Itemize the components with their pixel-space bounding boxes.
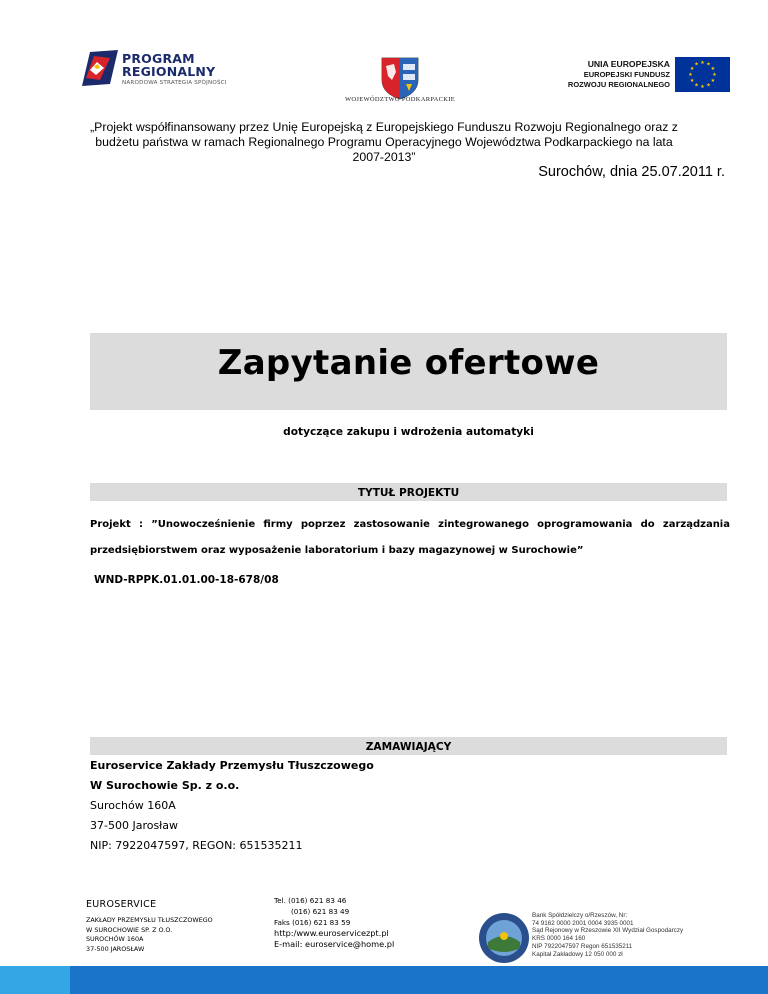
footer-company-name: EUROSERVICE: [86, 899, 157, 910]
footer-color-accent: [0, 966, 70, 994]
footer-tel: Tel. (016) 621 83 46: [274, 896, 347, 905]
svg-text:★: ★: [700, 84, 705, 90]
svg-text:★: ★: [710, 78, 716, 84]
footer-email-link[interactable]: E-mail: euroservice@home.pl: [274, 939, 395, 949]
svg-text:★: ★: [706, 61, 711, 68]
eu-label: [540, 58, 670, 89]
footer-fax: Faks (016) 621 83 59: [274, 918, 351, 927]
client-details: [90, 756, 374, 856]
svg-text:★: ★: [688, 72, 693, 78]
footer-address-line: W SUROCHOWIE SP. Z O.O.: [86, 925, 173, 934]
program-logo-line1: PROGRAM: [122, 51, 195, 66]
client-address1: Surochów 160A: [90, 799, 176, 812]
footer-address-line: 37-500 JAROSŁAW: [86, 944, 145, 953]
client-name-line2: W Surochowie Sp. z o.o.: [90, 779, 240, 792]
footer-bank-info: [532, 912, 683, 958]
svg-text:★: ★: [689, 78, 695, 84]
program-regionalny-logo: [80, 48, 245, 94]
bank-seal-icon: [478, 912, 530, 964]
document-date: Surochów, dnia 25.07.2011 r.: [538, 164, 725, 180]
footer-address: [86, 916, 213, 954]
svg-text:★: ★: [710, 66, 716, 72]
eu-label-line1: UNIA EUROPEJSKA: [587, 59, 670, 69]
program-regionalny-emblem-icon: [80, 48, 120, 88]
footer-bank-line: Kapitał Zakładowy 12 050 000 zł: [532, 950, 623, 958]
svg-text:★: ★: [694, 61, 699, 68]
project-section-label: TYTUŁ PROJEKTU: [357, 487, 460, 499]
footer-address-line: SUROCHÓW 160A: [86, 935, 144, 944]
footer-website-link[interactable]: http:/www.euroservicezpt.pl: [274, 928, 389, 938]
document-subtitle: dotyczące zakupu i wdrożenia automatyki: [283, 426, 534, 438]
svg-text:★: ★: [712, 72, 717, 78]
client-ids: NIP: 7922047597, REGON: 651535211: [90, 839, 303, 852]
eu-label-line2: EUROPEJSKI FUNDUSZ: [583, 70, 670, 79]
program-logo-line2: REGIONALNY: [122, 64, 216, 79]
project-number: WND-RPPK.01.01.00-18-678/08: [94, 574, 279, 586]
footer-bank-line: 74 9162 0000 2001 0004 3935 0001: [532, 919, 634, 927]
footer-bank-line: NIP 7922047597 Regon 651535211: [532, 942, 633, 950]
eu-label-line3: ROZWOJU REGIONALNEGO: [567, 79, 670, 89]
footer-address-line: ZAKŁADY PRZEMYSŁU TŁUSZCZOWEGO: [86, 916, 213, 924]
svg-text:★: ★: [694, 82, 699, 89]
footer-color-band: [0, 966, 768, 994]
footer-bank-line: Bank Spółdzielczy o/Rzeszów, Nr:: [532, 912, 628, 919]
footer-bank-line: KRS 0000 164 160: [532, 935, 586, 943]
footer-tel2: (016) 621 83 49: [291, 907, 350, 916]
footer-contact: [274, 895, 394, 950]
wojewodztwo-label: WOJEWÓDZTWO PODKARPACKIE: [344, 96, 456, 103]
cofinancing-note: „Projekt współfinansowany przez Unię Europejską z Europejskiego Funduszu Rozwoju Regionalnego oraz z budżetu państwa w ramach Regionalnego Programu Operacyjnego Województwa Podkarpackiego na lata 2007-2013”: [90, 120, 678, 164]
program-logo-tagline: NARODOWA STRATEGIA SPÓJNOŚCI: [122, 80, 227, 86]
footer-bank-line: Sąd Rejonowy w Rzeszowie XII Wydział Gospodarczy: [532, 927, 684, 935]
svg-text:★: ★: [706, 82, 711, 89]
svg-text:★: ★: [700, 60, 705, 66]
project-title: Projekt : ”Unowocześnienie firmy poprzez zastosowanie zintegrowanego oprogramowania do zarządzania przedsiębiorstwem oraz wyposażenie laboratorium i bazy magazynowej w Surochowie”: [90, 519, 730, 556]
client-section-label: ZAMAWIAJĄCY: [365, 741, 452, 753]
coat-of-arms-icon: [372, 56, 428, 100]
document-title: Zapytanie ofertowe: [217, 343, 600, 383]
eu-flag-icon: [675, 57, 730, 92]
client-address2: 37-500 Jarosław: [90, 819, 179, 832]
svg-text:★: ★: [689, 66, 695, 72]
client-name-line1: Euroservice Zakłady Przemysłu Tłuszczowego: [90, 759, 374, 772]
